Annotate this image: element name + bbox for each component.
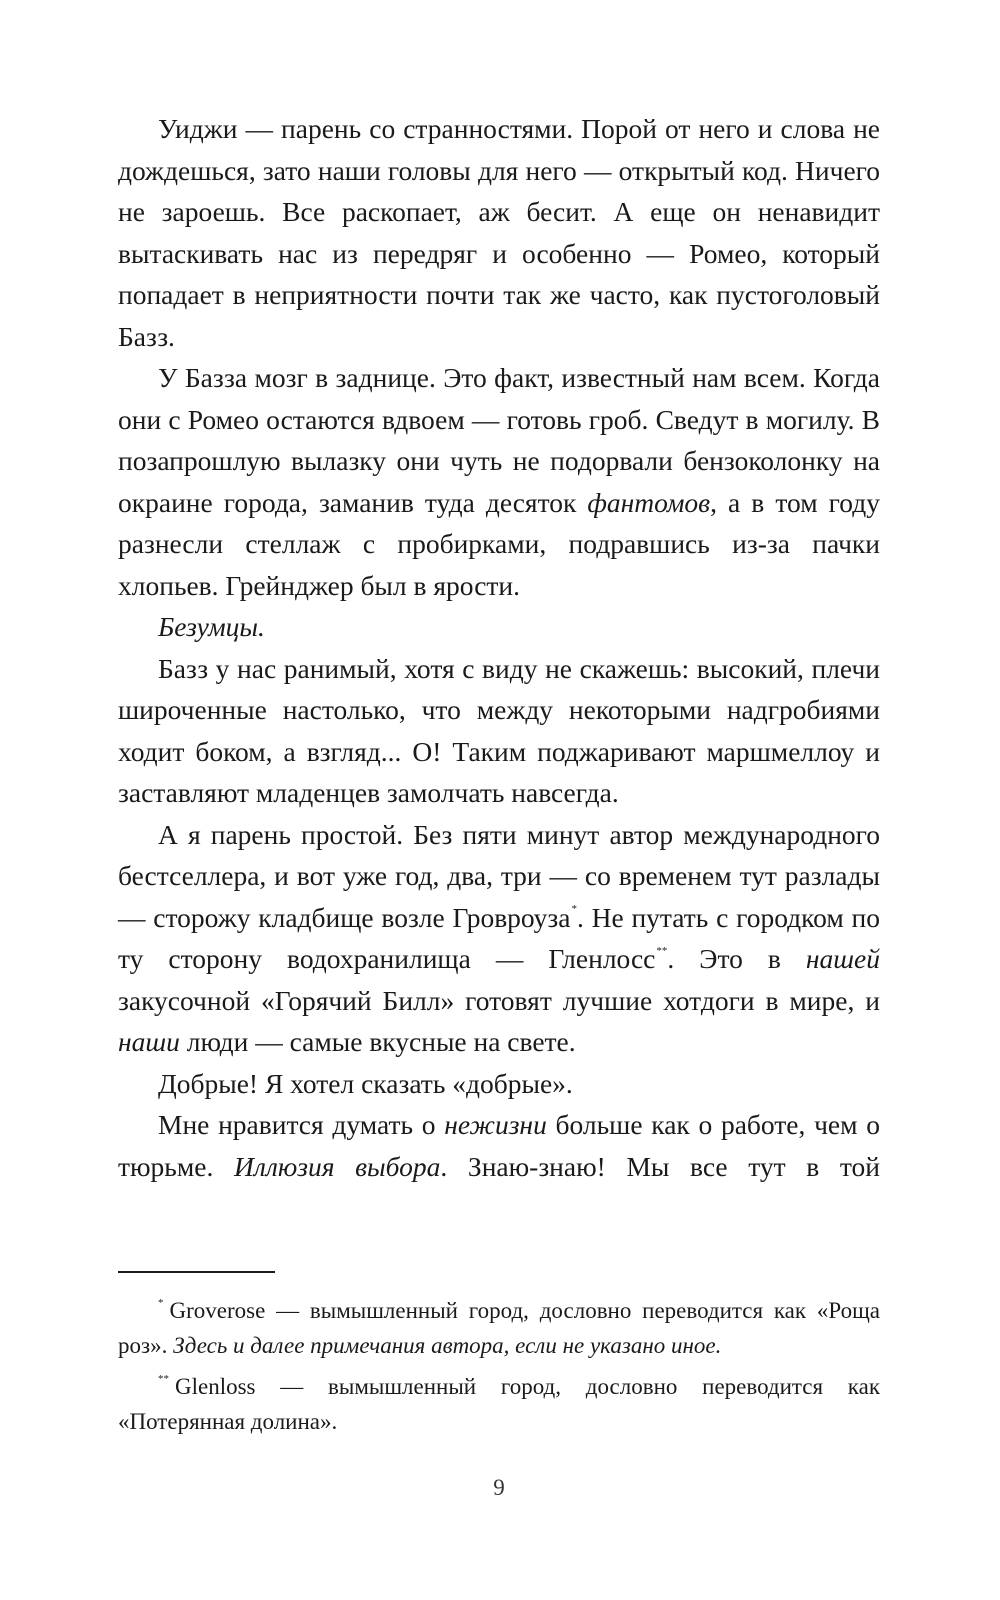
book-page: [118, 0, 880, 1600]
body-text: [118, 108, 880, 1187]
footnote-divider: [118, 1271, 275, 1273]
text-run: , а в том году разнесли стеллаж с пробирками, подравшись из-за пачки хлопьев. Грейнджер был в ярости.: [118, 486, 880, 601]
page-number: 9: [493, 1475, 505, 1500]
text-run: . Не путать с городком по ту сторону водохранилища — Гленлосс: [118, 901, 881, 974]
footnote-text: Glenloss — вымышленный город, дословно переводится как «Потерянная долина».: [118, 1374, 880, 1434]
footnote-mark-1: *: [158, 1297, 164, 1310]
footnote-mark-2: **: [158, 1373, 169, 1386]
paragraph-7: [118, 1104, 880, 1187]
paragraph-5: [118, 814, 880, 1063]
italic-run: Безумцы.: [158, 611, 265, 642]
text-run: . Это в: [667, 943, 806, 974]
footnote-italic: Здесь и далее примечания автора, если не указано иное.: [173, 1333, 722, 1358]
paragraph-2: [118, 357, 880, 606]
text-run: . Знаю-знаю! Мы все тут в той: [440, 1150, 881, 1182]
text-run: А я парень простой. Без пяти минут автор международного бестселлера, и вот уже год, два, три — со временем тут разлады — сторожу кладбище возле Гровроуза: [118, 818, 880, 933]
italic-run: фантомов: [587, 486, 711, 518]
paragraph-1: Уиджи — парень со странностями. Порой от него и слова не дождешься, зато наши головы для него — открытый код. Ничего не зароешь. Все раскопает, аж бесит. А еще он ненавидит вытаскивать нас из передряг и особенно — Ромео, который попадает в неприятности почти так же часто, как пустоголовый Базз.: [118, 113, 880, 352]
text-run: Мне нравится думать о: [158, 1109, 445, 1140]
footnotes: [118, 1293, 880, 1445]
text-run: У Базза мозг в заднице. Это факт, известный нам всем. Когда они с Ромео остаются вдвоем — готовь гроб. Сведут в могилу. В позапрошлую вылазку они чуть не подорвали бензоколонку на окраине города, заманив туда десяток: [118, 362, 880, 518]
text-run: больше как о работе, чем о тюрьме.: [118, 1109, 880, 1182]
footnote-1: [118, 1293, 880, 1363]
paragraph-4: Базз у нас ранимый, хотя с виду не скажешь: высокий, плечи широченные настолько, что между некоторыми надгробиями ходит боком, а взгляд... О! Таким поджаривают маршмеллоу и заставляют младенцев замолчать навсегда.: [118, 652, 880, 808]
italic-run: нежизни: [444, 1109, 547, 1140]
italic-run: нашей: [805, 943, 880, 974]
footnote-ref-2: **: [656, 944, 668, 957]
footnote-ref-1: *: [571, 903, 577, 916]
italic-run: Иллюзия выбора: [233, 1150, 441, 1182]
italic-run: наши: [118, 1026, 180, 1057]
text-run: люди — самые вкусные на свете.: [179, 1026, 576, 1057]
text-run: закусочной «Горячий Билл» готовят лучшие хотдоги в мире, и: [118, 984, 880, 1016]
paragraph-3: [118, 606, 880, 648]
footnote-2: [118, 1369, 880, 1439]
paragraph-6: Добрые! Я хотел сказать «добрые».: [158, 1067, 573, 1099]
footnote-text: Groverose — вымышленный город, дословно переводится как «Роща роз».: [118, 1298, 880, 1358]
